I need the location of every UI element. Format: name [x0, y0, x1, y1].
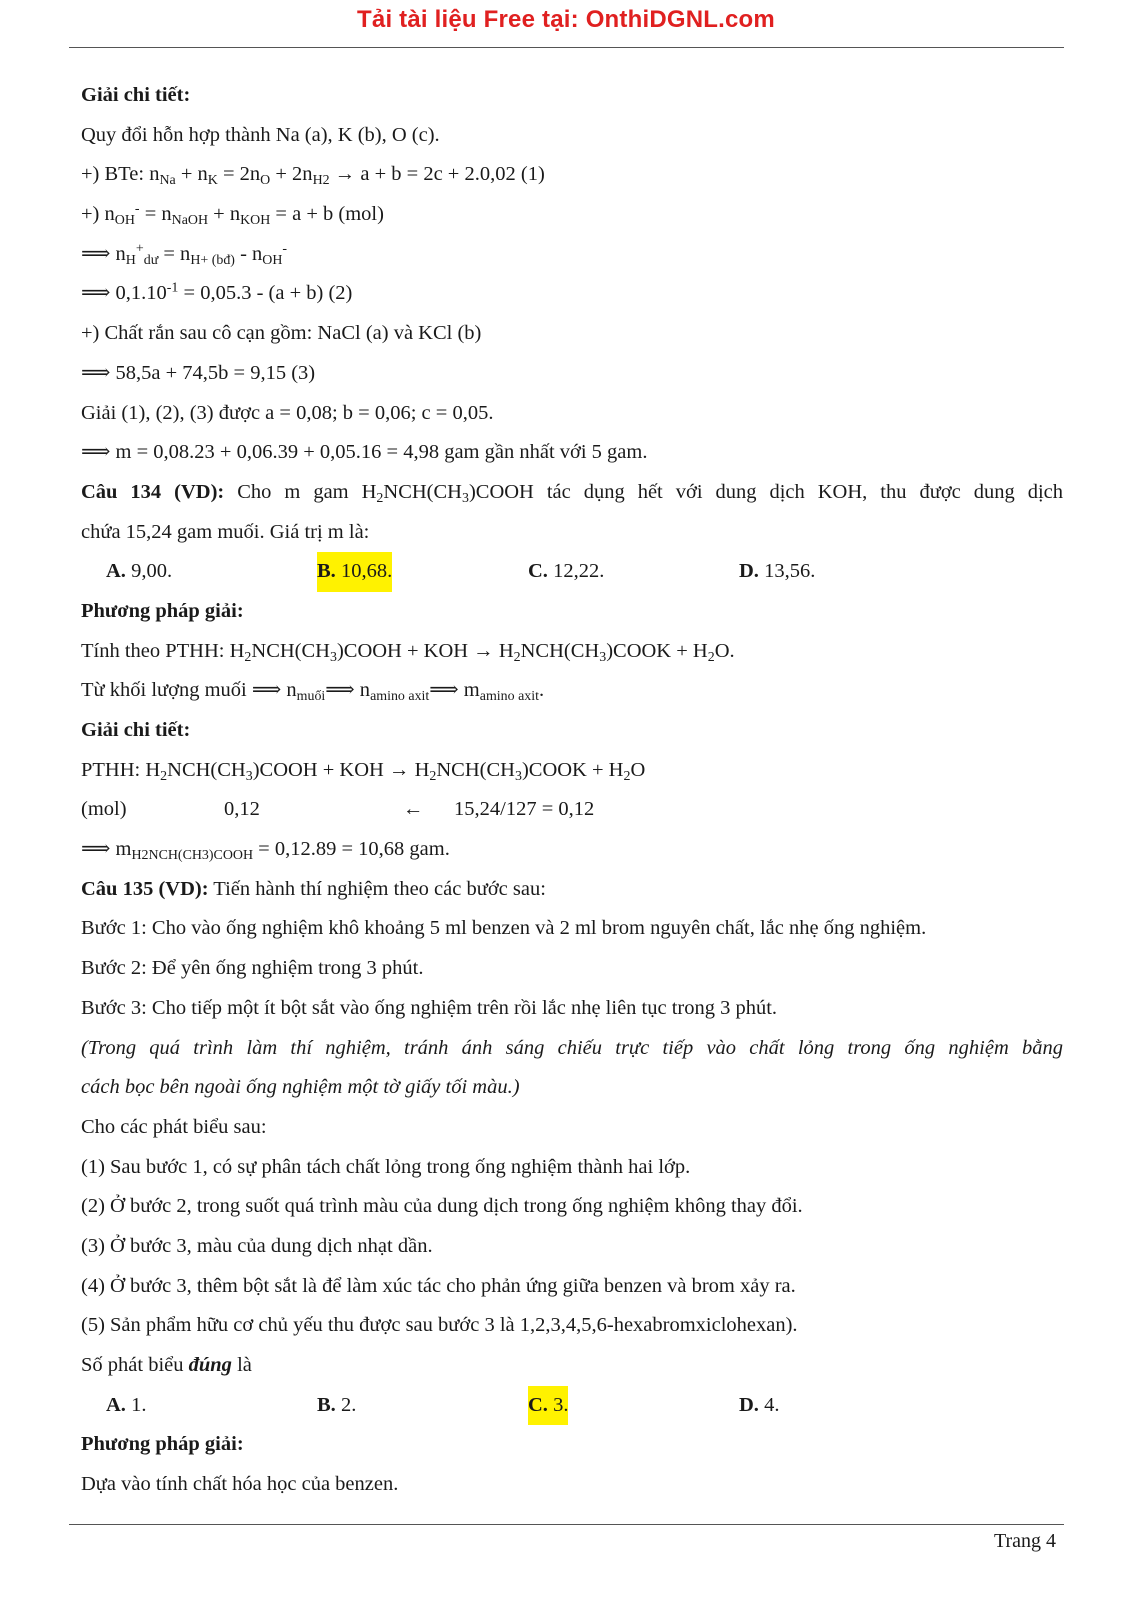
option-d: D. 13,56. [739, 560, 816, 583]
statement: (5) Sản phẩm hữu cơ chủ yếu thu được sau bước 3 là 1,2,3,4,5,6-hexabromxiclohexan). [81, 1314, 798, 1337]
step-line: Bước 3: Cho tiếp một ít bột sắt vào ống nghiệm trên rồi lắc nhẹ liên tục trong 3 phút. [81, 996, 778, 1019]
question-134-stem-cont: chứa 15,24 gam muối. Giá trị m là: [81, 520, 370, 543]
statements-intro: Cho các phát biểu sau: [81, 1115, 267, 1138]
method-heading: Phương pháp giải: [81, 599, 244, 622]
step-line: Bước 2: Để yên ống nghiệm trong 3 phút. [81, 957, 424, 980]
question-label: Câu 134 (VD): [81, 480, 225, 503]
solution-line: ⟹ $m_{H2NCH(CH3)COOH} = 0,12.89 = 10,68$ gam. [81, 838, 450, 864]
solution-heading: Giải chi tiết: [81, 719, 191, 741]
header-divider [69, 47, 1064, 48]
question-135-stem: Câu 135 (VD): Tiến hành thí nghiệm theo các bước sau: [81, 877, 546, 900]
method-line: Từ khối lượng muối ⟹ $n_{muối}⟹$ $n_{amino axit}⟹$ $m_{amino axit}$. [81, 679, 545, 705]
option-a: A. 9,00. [106, 560, 173, 583]
method-line: Tính theo PTHH: $H_2NCH(CH_3)COOH$ + KOH → $H_2NCH(CH_3)COOK + H_2O$. [81, 639, 735, 665]
option-c-correct: C. 3. [528, 1386, 568, 1426]
option-b: B. 2. [317, 1393, 357, 1416]
mol-value: 0,12 [224, 798, 260, 821]
method-heading: Phương pháp giải: [81, 1433, 244, 1456]
question-134-stem: Câu 134 (VD): Cho m gam $H_2NCH(CH_3)COOH$ tác dụng hết với dung dịch KOH, thu được dung dịch [81, 480, 1064, 507]
document-body [81, 76, 1063, 1505]
method-line: Dựa vào tính chất hóa học của benzen. [81, 1473, 399, 1496]
mol-value: 15,24/127 = 0,12 [454, 798, 595, 821]
mol-label: (mol) [81, 798, 127, 821]
footer-divider [69, 1524, 1064, 1525]
mole-row [81, 790, 1063, 830]
note-line: cách bọc bên ngoài ống nghiệm một tờ giấy tối màu.) [81, 1076, 520, 1099]
solution-line: ⟹ $0,1.10^{-1} = 0,05.3 - (a + b)$ (2) [81, 280, 353, 305]
statement: (2) Ở bước 2, trong suốt quá trình màu của dung dịch trong ống nghiệm không thay đổi. [81, 1195, 803, 1218]
solution-line: Giải (1), (2), (3) được a = 0,08; b = 0,06; c = 0,05. [81, 401, 494, 424]
solution-line: PTHH: $H_2NCH(CH_3)COOH$ + KOH → $H_2NCH(CH_3)COOK + H_2O$ [81, 758, 646, 784]
step-line: Bước 1: Cho vào ống nghiệm khô khoảng 5 ml benzen và 2 ml brom nguyên chất, lắc nhẹ ống nghiệm. [81, 917, 927, 940]
question-label: Câu 135 (VD): [81, 877, 209, 900]
statement: (4) Ở bước 3, thêm bột sắt là để làm xúc tác cho phản ứng giữa benzen và brom xảy ra. [81, 1274, 796, 1297]
solution-line: ⟹ 58,5a + 74,5b = 9,15 (3) [81, 361, 316, 384]
statement: (3) Ở bước 3, màu của dung dịch nhạt dần. [81, 1234, 433, 1257]
question-ask: Số phát biểu đúng là [81, 1354, 252, 1376]
solution-heading: Giải chi tiết: [81, 84, 191, 106]
option-c: C. 12,22. [528, 560, 605, 583]
solution-line: ⟹ $n_H^+_{dư} = n_{H+ (bđ)} - n_{OH}^-$ [81, 241, 288, 268]
solution-line: Quy đổi hỗn hợp thành Na (a), K (b), O (c). [81, 123, 440, 146]
answer-options [81, 552, 1063, 592]
solution-line: ⟹ m = 0,08.23 + 0,06.39 + 0,05.16 = 4,98 gam gần nhất với 5 gam. [81, 441, 648, 464]
option-b-correct: B. 10,68. [317, 552, 392, 592]
solution-line: +) BTe: $n_{Na} + n_K = 2n_O + 2n_{H2} \to a + b = 2c + 2.0,02$ (1) [81, 163, 545, 189]
left-arrow: ← [403, 798, 424, 821]
statement: (1) Sau bước 1, có sự phân tách chất lỏng trong ống nghiệm thành hai lớp. [81, 1155, 691, 1178]
answer-options [81, 1386, 1063, 1426]
solution-line: +) Chất rắn sau cô cạn gồm: NaCl (a) và KCl (b) [81, 322, 482, 345]
solution-line: +) $n_{OH}^- = n_{NaOH} + n_{KOH} = a + b$ (mol) [81, 201, 384, 229]
option-d: D. 4. [739, 1393, 780, 1416]
page-number: Trang 4 [993, 1530, 1056, 1552]
site-header: Tải tài liệu Free tại: OnthiDGNL.com [357, 6, 775, 33]
note-line: (Trong quá trình làm thí nghiệm, tránh ánh sáng chiếu trực tiếp vào chất lỏng trong ống nghiệm bằng [81, 1036, 1063, 1059]
option-a: A. 1. [106, 1393, 147, 1416]
